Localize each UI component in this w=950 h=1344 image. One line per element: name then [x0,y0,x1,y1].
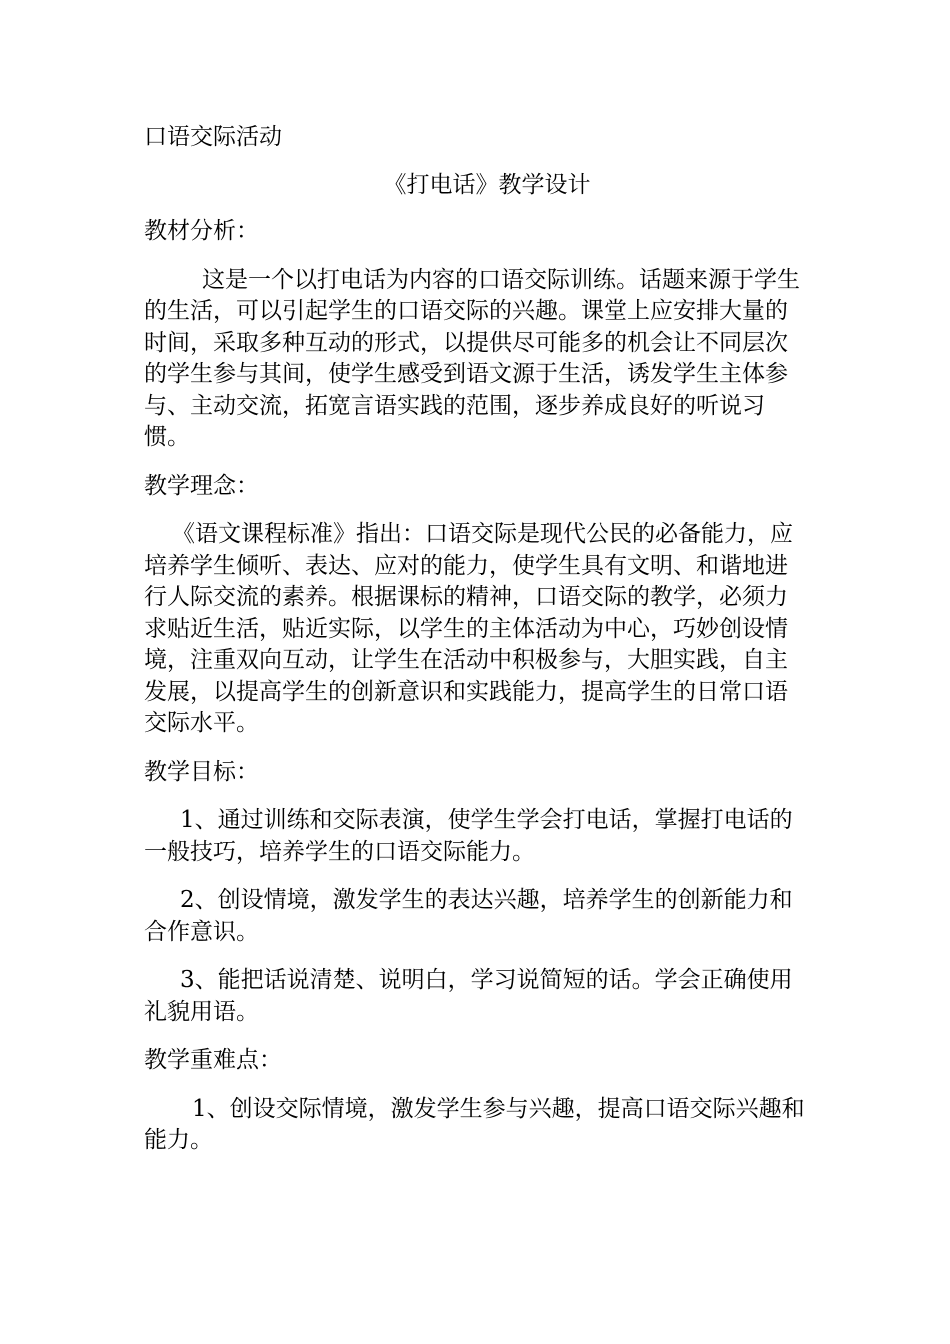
goal-text: 、创设情境，激发学生的表达兴趣，培养学生的创新能力和合作意识。 [144,887,793,945]
goal-item-3 [144,965,806,1028]
document-title: 《打电话》教学设计 [383,171,591,198]
goal-number: 2 [180,887,195,913]
section-heading-concept: 教学理念： [144,472,259,499]
goal-number: 3 [180,967,195,993]
key-point-text: 、创设交际情境，激发学生参与兴趣，提高口语交际兴趣和能力。 [144,1095,805,1153]
section-heading-analysis: 教材分析： [144,218,259,244]
goal-number: 1 [180,807,195,833]
goal-item-1 [144,805,806,868]
concept-paragraph: 《语文课程标准》指出：口语交际是现代公民的必备能力，应培养学生倾听、表达、应对的能力，使学生具有文明、和谐地进行人际交流的素养。根据课标的精神，口语交际的教学，必须力求贴近生活，贴近实际，以学生的主体活动为中心，巧妙创设情境，注重双向互动，让学生在活动中积极参与，大胆实践，自主发展，以提高学生的创新意识和实践能力，提高学生的日常口语交际水平。 [144,521,793,736]
section-heading-goals: 教学目标： [144,758,259,785]
document-subject: 口语交际活动 [144,124,282,150]
section-heading-key-points: 教学重难点： [144,1047,282,1073]
goal-text: 、能把话说清楚、说明白，学习说简短的话。学会正确使用礼貌用语。 [144,967,793,1025]
key-point-number: 1 [192,1095,207,1122]
key-point-item-1 [144,1094,806,1157]
goal-text: 、通过训练和交际表演，使学生学会打电话，掌握打电话的一般技巧，培养学生的口语交际能力。 [144,807,793,865]
goal-item-2 [144,885,806,948]
analysis-paragraph: 这是一个以打电话为内容的口语交际训练。话题来源于学生的生活，可以引起学生的口语交际的兴趣。课堂上应安排大量的时间，采取多种互动的形式，以提供尽可能多的机会让不同层次的学生参与其间，使学生感受到语文源于生活，诱发学生主体参与、主动交流，拓宽言语实践的范围，逐步养成良好的听说习惯。 [144,266,800,450]
document-page [144,122,806,1174]
